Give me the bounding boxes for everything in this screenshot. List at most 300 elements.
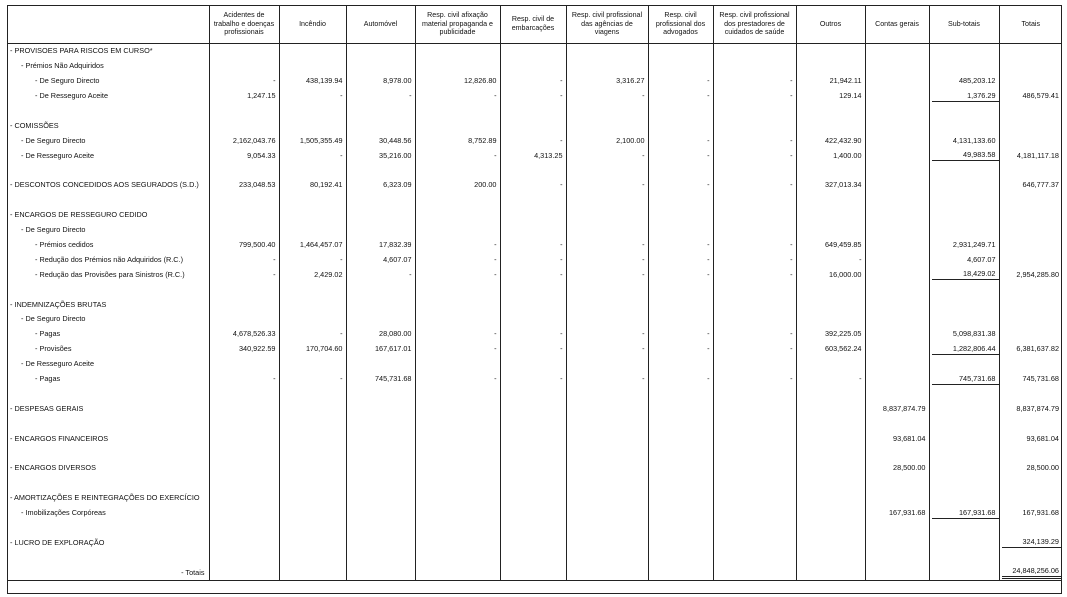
cell-value: - — [494, 329, 497, 339]
value-cell — [648, 297, 713, 312]
value-cell — [929, 446, 999, 461]
value-cell — [209, 312, 279, 327]
value-cell — [279, 104, 346, 119]
value-cell — [648, 461, 713, 476]
table-row — [7, 238, 1062, 253]
table-row — [7, 208, 1062, 223]
value-cell — [648, 238, 713, 253]
row-label: - ENCARGOS DIVERSOS — [10, 463, 96, 473]
row-label: - Pagas — [35, 329, 61, 339]
value-cell — [713, 59, 796, 74]
row-label: - AMORTIZAÇÕES E REINTEGRAÇÕES DO EXERCÍCIO — [10, 493, 200, 503]
value-cell — [713, 386, 796, 401]
value-cell — [279, 59, 346, 74]
value-cell — [500, 446, 566, 461]
cell-value: - — [409, 91, 412, 101]
value-cell — [209, 550, 279, 565]
value-cell — [929, 372, 999, 387]
table-row — [7, 312, 1062, 327]
value-cell — [999, 297, 1062, 312]
value-cell — [865, 208, 929, 223]
value-cell — [713, 327, 796, 342]
value-cell — [346, 104, 415, 119]
row-label: - Provisões — [35, 344, 72, 354]
value-cell — [865, 74, 929, 89]
cell-value: - — [790, 344, 793, 354]
cell-value: 438,139.94 — [305, 76, 343, 86]
value-cell — [346, 461, 415, 476]
value-cell — [209, 476, 279, 491]
value-cell — [415, 372, 500, 387]
value-cell — [648, 386, 713, 401]
value-cell — [999, 565, 1062, 580]
value-cell — [346, 312, 415, 327]
value-cell — [209, 416, 279, 431]
value-cell — [713, 118, 796, 133]
value-cell — [566, 372, 648, 387]
value-cell — [209, 491, 279, 506]
cell-value: - — [642, 150, 645, 160]
value-cell — [346, 267, 415, 282]
cell-value: 200.00 — [474, 180, 497, 190]
value-cell — [648, 535, 713, 550]
value-cell — [500, 193, 566, 208]
row-label: - Prémios cedidos — [35, 240, 94, 250]
value-cell — [209, 461, 279, 476]
cell-value: 4,607.07 — [383, 254, 412, 264]
value-cell — [796, 208, 865, 223]
value-cell — [796, 89, 865, 104]
value-cell — [865, 535, 929, 550]
cell-value: - — [494, 374, 497, 384]
value-cell — [999, 521, 1062, 536]
cell-value: 2,931,249.71 — [952, 240, 996, 250]
cell-value: - — [790, 269, 793, 279]
value-cell — [346, 416, 415, 431]
cell-value: 93,681.04 — [1026, 433, 1059, 443]
table-row — [7, 416, 1062, 431]
value-cell — [346, 178, 415, 193]
value-cell — [500, 312, 566, 327]
value-cell — [279, 357, 346, 372]
column-header: Outros — [796, 5, 865, 44]
value-cell — [648, 506, 713, 521]
value-cell — [929, 89, 999, 104]
value-cell — [209, 89, 279, 104]
value-cell — [500, 163, 566, 178]
cell-value: - — [494, 240, 497, 250]
value-cell — [279, 267, 346, 282]
cell-value: 392,225.05 — [824, 329, 862, 339]
value-cell — [865, 104, 929, 119]
value-cell — [500, 148, 566, 163]
cell-value: - — [340, 329, 343, 339]
cell-value: - — [707, 329, 710, 339]
value-cell — [279, 178, 346, 193]
value-cell — [999, 386, 1062, 401]
cell-value: 4,313.25 — [534, 150, 563, 160]
cell-value: 2,100.00 — [616, 135, 645, 145]
value-cell — [796, 223, 865, 238]
cell-value: - — [494, 91, 497, 101]
value-cell — [346, 148, 415, 163]
row-label: - Redução das Provisões para Sinistros (R.C.) — [35, 269, 185, 279]
value-cell — [279, 163, 346, 178]
value-cell — [865, 446, 929, 461]
row-label: - ENCARGOS DE RESSEGURO CEDIDO — [10, 210, 148, 220]
cell-value: 745,731.68 — [1022, 374, 1059, 384]
value-cell — [209, 297, 279, 312]
value-cell — [415, 476, 500, 491]
value-cell — [346, 59, 415, 74]
value-cell — [500, 89, 566, 104]
value-cell — [796, 74, 865, 89]
cell-value: - — [790, 240, 793, 250]
value-cell — [648, 208, 713, 223]
value-cell — [415, 163, 500, 178]
value-cell — [929, 282, 999, 297]
cell-value: - — [707, 76, 710, 86]
cell-value: 1,282,806.44 — [932, 344, 999, 355]
cell-value: - — [707, 150, 710, 160]
value-cell — [648, 148, 713, 163]
value-cell — [415, 252, 500, 267]
value-cell — [500, 416, 566, 431]
cell-value: 24,848,256.06 — [1002, 566, 1063, 579]
value-cell — [999, 476, 1062, 491]
value-cell — [999, 44, 1062, 59]
table-row — [7, 148, 1062, 163]
cell-value: 745,731.68 — [374, 374, 412, 384]
value-cell — [346, 476, 415, 491]
value-cell — [209, 282, 279, 297]
value-cell — [865, 223, 929, 238]
cell-value: - — [560, 269, 563, 279]
table-row — [7, 506, 1062, 521]
value-cell — [713, 133, 796, 148]
cell-value: 28,080.00 — [379, 329, 412, 339]
table-row — [7, 461, 1062, 476]
value-cell — [415, 223, 500, 238]
value-cell — [566, 342, 648, 357]
value-cell — [713, 238, 796, 253]
value-cell — [713, 163, 796, 178]
cell-value: 233,048.53 — [238, 180, 276, 190]
cell-value: 3,316.27 — [616, 76, 645, 86]
value-cell — [415, 312, 500, 327]
value-cell — [713, 223, 796, 238]
cell-value: 646,777.37 — [1022, 180, 1059, 190]
value-cell — [999, 252, 1062, 267]
value-cell — [648, 44, 713, 59]
cell-value: 486,579.41 — [1022, 91, 1059, 101]
value-cell — [713, 446, 796, 461]
value-cell — [648, 282, 713, 297]
value-cell — [648, 327, 713, 342]
value-cell — [796, 461, 865, 476]
table-row — [7, 357, 1062, 372]
value-cell — [500, 104, 566, 119]
cell-value: 49,983.58 — [932, 150, 999, 161]
cell-value: - — [560, 76, 563, 86]
value-cell — [346, 491, 415, 506]
value-cell — [415, 461, 500, 476]
value-cell — [929, 461, 999, 476]
value-cell — [929, 521, 999, 536]
value-cell — [279, 416, 346, 431]
cell-value: - — [560, 180, 563, 190]
value-cell — [279, 193, 346, 208]
value-cell — [415, 89, 500, 104]
value-cell — [796, 297, 865, 312]
value-cell — [500, 386, 566, 401]
value-cell — [566, 297, 648, 312]
cell-value: 799,500.40 — [238, 240, 276, 250]
value-cell — [500, 74, 566, 89]
value-cell — [279, 491, 346, 506]
value-cell — [346, 446, 415, 461]
value-cell — [865, 565, 929, 580]
value-cell — [346, 44, 415, 59]
value-cell — [648, 431, 713, 446]
value-cell — [865, 238, 929, 253]
value-cell — [713, 104, 796, 119]
column-header: Resp. civil afixação material propaganda e publicidade — [415, 5, 500, 44]
value-cell — [415, 148, 500, 163]
table-row — [7, 267, 1062, 282]
cell-value: 8,978.00 — [383, 76, 412, 86]
value-cell — [346, 506, 415, 521]
value-cell — [566, 401, 648, 416]
row-label: - PROVISOES PARA RISCOS EM CURSO* — [10, 46, 153, 56]
row-label: - Prémios Não Adquiridos — [21, 61, 104, 71]
cell-value: - — [707, 135, 710, 145]
cell-value: - — [707, 180, 710, 190]
value-cell — [209, 74, 279, 89]
value-cell — [500, 550, 566, 565]
value-cell — [713, 282, 796, 297]
value-cell — [209, 252, 279, 267]
cell-value: 35,216.00 — [379, 150, 412, 160]
value-cell — [566, 148, 648, 163]
table-row — [7, 118, 1062, 133]
value-cell — [500, 238, 566, 253]
value-cell — [566, 416, 648, 431]
value-cell — [865, 431, 929, 446]
value-cell — [500, 342, 566, 357]
row-label — [7, 416, 209, 431]
value-cell — [796, 267, 865, 282]
row-label — [7, 193, 209, 208]
cell-value: - — [642, 240, 645, 250]
table-row — [7, 104, 1062, 119]
table-row — [7, 521, 1062, 536]
value-cell — [415, 491, 500, 506]
value-cell — [279, 133, 346, 148]
table-row — [7, 550, 1062, 565]
cell-value: - — [859, 374, 862, 384]
value-cell — [415, 386, 500, 401]
value-cell — [713, 535, 796, 550]
value-cell — [209, 44, 279, 59]
row-label — [7, 282, 209, 297]
row-label: - COMISSÕES — [10, 120, 59, 130]
value-cell — [500, 178, 566, 193]
value-cell — [346, 372, 415, 387]
cell-value: 167,617.01 — [374, 344, 412, 354]
value-cell — [346, 327, 415, 342]
column-header: Sub-totais — [929, 5, 999, 44]
value-cell — [648, 357, 713, 372]
value-cell — [279, 148, 346, 163]
row-label — [7, 476, 209, 491]
value-cell — [279, 386, 346, 401]
value-cell — [929, 506, 999, 521]
value-cell — [999, 416, 1062, 431]
value-cell — [999, 550, 1062, 565]
value-cell — [566, 163, 648, 178]
value-cell — [209, 446, 279, 461]
cell-value: - — [560, 240, 563, 250]
value-cell — [999, 148, 1062, 163]
value-cell — [648, 416, 713, 431]
value-cell — [865, 386, 929, 401]
cell-value: 8,752.89 — [468, 135, 497, 145]
value-cell — [415, 342, 500, 357]
value-cell — [500, 476, 566, 491]
value-cell — [415, 416, 500, 431]
value-cell — [929, 178, 999, 193]
value-cell — [279, 327, 346, 342]
value-cell — [415, 74, 500, 89]
value-cell — [209, 521, 279, 536]
value-cell — [415, 535, 500, 550]
cell-value: - — [409, 269, 412, 279]
value-cell — [209, 431, 279, 446]
value-cell — [209, 267, 279, 282]
value-cell — [279, 446, 346, 461]
value-cell — [648, 565, 713, 580]
value-cell — [500, 208, 566, 223]
row-label: - Pagas — [35, 374, 61, 384]
value-cell — [999, 163, 1062, 178]
value-cell — [865, 267, 929, 282]
value-cell — [500, 565, 566, 580]
value-cell — [209, 148, 279, 163]
value-cell — [929, 44, 999, 59]
value-cell — [209, 178, 279, 193]
cell-value: - — [494, 254, 497, 264]
row-label: - INDEMNIZAÇÕES BRUTAS — [10, 299, 107, 309]
value-cell — [500, 59, 566, 74]
value-cell — [865, 476, 929, 491]
value-cell — [346, 535, 415, 550]
cell-value: - — [273, 374, 276, 384]
row-label — [7, 386, 209, 401]
value-cell — [566, 267, 648, 282]
value-cell — [865, 401, 929, 416]
cell-value: 8,837,874.79 — [882, 403, 926, 413]
value-cell — [500, 506, 566, 521]
value-cell — [279, 372, 346, 387]
row-label: - Redução dos Prémios não Adquiridos (R.C.) — [35, 254, 184, 264]
value-cell — [415, 104, 500, 119]
value-cell — [865, 118, 929, 133]
value-cell — [796, 327, 865, 342]
value-cell — [500, 461, 566, 476]
value-cell — [796, 118, 865, 133]
cell-value: - — [790, 76, 793, 86]
value-cell — [566, 386, 648, 401]
cell-value: - — [790, 91, 793, 101]
table-row — [7, 491, 1062, 506]
value-cell — [929, 118, 999, 133]
value-cell — [999, 133, 1062, 148]
value-cell — [566, 238, 648, 253]
value-cell — [415, 550, 500, 565]
cell-value: - — [494, 269, 497, 279]
value-cell — [209, 342, 279, 357]
value-cell — [209, 118, 279, 133]
cell-value: 340,922.59 — [238, 344, 276, 354]
value-cell — [346, 357, 415, 372]
cell-value: 167,931.68 — [932, 508, 999, 519]
value-cell — [713, 491, 796, 506]
value-cell — [415, 401, 500, 416]
value-cell — [796, 133, 865, 148]
value-cell — [865, 357, 929, 372]
value-cell — [796, 506, 865, 521]
value-cell — [796, 431, 865, 446]
value-cell — [500, 252, 566, 267]
value-cell — [566, 491, 648, 506]
cell-value: 6,381,637.82 — [1016, 344, 1059, 354]
value-cell — [500, 535, 566, 550]
value-cell — [500, 297, 566, 312]
table-row — [7, 223, 1062, 238]
cell-value: - — [642, 180, 645, 190]
value-cell — [865, 372, 929, 387]
table-row — [7, 59, 1062, 74]
value-cell — [500, 521, 566, 536]
value-cell — [415, 431, 500, 446]
value-cell — [713, 565, 796, 580]
value-cell — [648, 550, 713, 565]
value-cell — [209, 104, 279, 119]
cell-value: - — [340, 150, 343, 160]
value-cell — [279, 118, 346, 133]
value-cell — [279, 476, 346, 491]
row-label: - Totais — [7, 565, 209, 580]
value-cell — [209, 506, 279, 521]
value-cell — [415, 267, 500, 282]
value-cell — [796, 401, 865, 416]
value-cell — [929, 565, 999, 580]
cell-value: - — [642, 269, 645, 279]
value-cell — [796, 342, 865, 357]
value-cell — [279, 521, 346, 536]
row-label — [7, 521, 209, 536]
value-cell — [713, 506, 796, 521]
value-cell — [865, 163, 929, 178]
cell-value: 9,054.33 — [247, 150, 276, 160]
value-cell — [209, 193, 279, 208]
value-cell — [929, 357, 999, 372]
cell-value: - — [707, 269, 710, 279]
row-label: - DESPESAS GERAIS — [10, 403, 84, 413]
cell-value: 167,931.68 — [888, 508, 926, 518]
value-cell — [500, 401, 566, 416]
